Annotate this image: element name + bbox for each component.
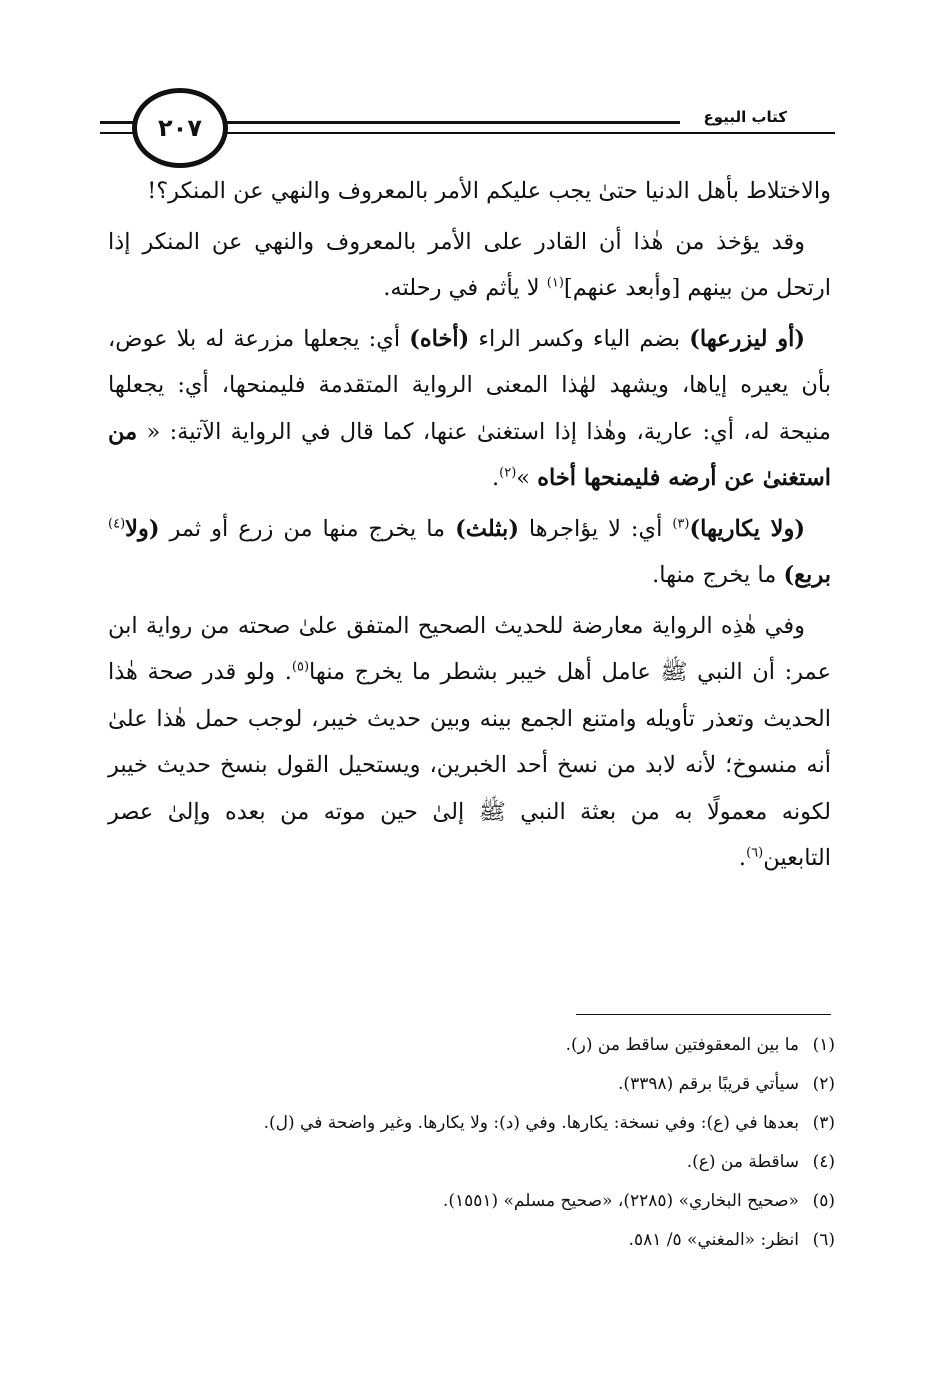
paragraph bbox=[108, 219, 831, 312]
footnote-ref[interactable]: (١) bbox=[546, 275, 564, 291]
paragraph-text: . bbox=[738, 845, 747, 871]
footnote bbox=[100, 1221, 835, 1260]
footnote-ref[interactable]: (٣) bbox=[672, 516, 690, 531]
quoted-phrase: (ولا يكاريها) bbox=[689, 515, 805, 542]
footnote-text: بعدها في (ع): وفي نسخة: يكارها. وفي (د): ولا يكارها. وغير واضحة في (ل). bbox=[263, 1113, 799, 1133]
hadith-quote: من استغنىٰ عن أرضه فليمنحها أخاه bbox=[108, 418, 831, 491]
paragraph-text: ما يخرج منها من زرع أو ثمر bbox=[159, 515, 456, 542]
page-number-badge bbox=[132, 88, 228, 168]
paragraph-text: بضم الياء وكسر الراء bbox=[469, 325, 690, 352]
quoted-phrase: (ولا bbox=[125, 515, 160, 542]
footnote-number: (٤) bbox=[812, 1152, 835, 1172]
footnote-ref[interactable]: (٥) bbox=[291, 659, 310, 675]
quoted-phrase: (أو ليزرعها) bbox=[689, 325, 805, 352]
paragraph-text: . ولو قدر صحة هٰذا الحديث وتعذر تأويله وامتنع الجمع بينه وبين حديث خيبر، لوجب حمل هٰذا علىٰ أنه منسوخ؛ لأنه لابد من نسخ أحد الخبرين، ويستحيل القول بنسخ حديث خيبر لكونه معمولًا به من بعثة النبي ﷺ إلىٰ حين موته من بعده وإلىٰ عصر التابعين bbox=[108, 659, 831, 871]
footnote-ref[interactable]: (٤) bbox=[108, 516, 126, 531]
paragraph bbox=[108, 506, 831, 599]
footnote-text: ما بين المعقوفتين ساقط من (ر). bbox=[565, 1035, 799, 1055]
paragraph-text: أي: يجعلها مزرعة له بلا عوض، بأن يعيره إياها، ويشهد لهٰذا المعنى الرواية المتقدمة فليمنحها، أي: يجعلها منيحة له، أي: عارية، وهٰذا إذا استغنىٰ عنها، كما قال في الرواية الآتية: « bbox=[108, 325, 831, 445]
paragraph bbox=[108, 603, 831, 882]
footnote-number: (٣) bbox=[812, 1113, 835, 1133]
header-rule-thin bbox=[220, 132, 835, 134]
footnote bbox=[100, 1065, 835, 1104]
paragraph bbox=[108, 316, 831, 502]
footnote-text: انظر: «المغني» ٥/ ٥٨١. bbox=[628, 1230, 799, 1250]
footnote-number: (٦) bbox=[812, 1230, 835, 1250]
paragraph-text: . bbox=[491, 465, 500, 491]
paragraph-text: ما يخرج منها. bbox=[652, 562, 784, 588]
page-number: ٢٠٧ bbox=[158, 114, 202, 142]
footnote bbox=[100, 1104, 835, 1143]
footnote-number: (٥) bbox=[812, 1191, 835, 1211]
paragraph-text: وفي هٰذِه الرواية معارضة للحديث الصحيح المتفق علىٰ صحته من رواية ابن عمر: أن النبي ﷺ عامل أهل خيبر بشطر ما يخرج منها bbox=[108, 612, 831, 685]
footnote-ref[interactable]: (٢) bbox=[499, 465, 517, 481]
footnote bbox=[100, 1182, 835, 1221]
quoted-phrase: (بثلث) bbox=[455, 515, 519, 542]
footnote bbox=[100, 1026, 835, 1065]
footnote-number: (١) bbox=[812, 1035, 835, 1055]
header-rule-thick bbox=[220, 121, 680, 124]
footnote-text: سيأتي قريبًا برقم (٣٣٩٨). bbox=[618, 1074, 799, 1094]
main-text bbox=[108, 168, 831, 886]
quoted-phrase: بربع) bbox=[783, 562, 831, 588]
footnote-number: (٢) bbox=[812, 1074, 835, 1094]
paragraph-text: لا يأثم في رحلته. bbox=[383, 275, 547, 301]
paragraph bbox=[108, 168, 831, 215]
footnote-ref[interactable]: (٦) bbox=[746, 845, 764, 861]
footnote-text: «صحيح البخاري» (٢٢٨٥)، «صحيح مسلم» (١٥٥١). bbox=[442, 1191, 799, 1211]
paragraph-text: » bbox=[516, 465, 538, 491]
paragraph-text: والاختلاط بأهل الدنيا حتىٰ يجب عليكم الأمر بالمعروف والنهي عن المنكر؟! bbox=[147, 178, 831, 204]
footnotes bbox=[100, 1026, 835, 1260]
paragraph-text: أي: لا يؤاجرها bbox=[518, 515, 673, 542]
footnote-text: ساقطة من (ع). bbox=[686, 1152, 799, 1172]
book-title: كتاب البيوع bbox=[698, 108, 793, 126]
paragraph-text: وقد يؤخذ من هٰذا أن القادر على الأمر بالمعروف والنهي عن المنكر إذا ارتحل من بينهم [وأبعد عنهم] bbox=[108, 228, 831, 301]
footnote bbox=[100, 1143, 835, 1182]
quoted-phrase: (أخاه) bbox=[409, 325, 470, 352]
page-header bbox=[100, 88, 835, 168]
footnote-separator bbox=[576, 1014, 831, 1015]
